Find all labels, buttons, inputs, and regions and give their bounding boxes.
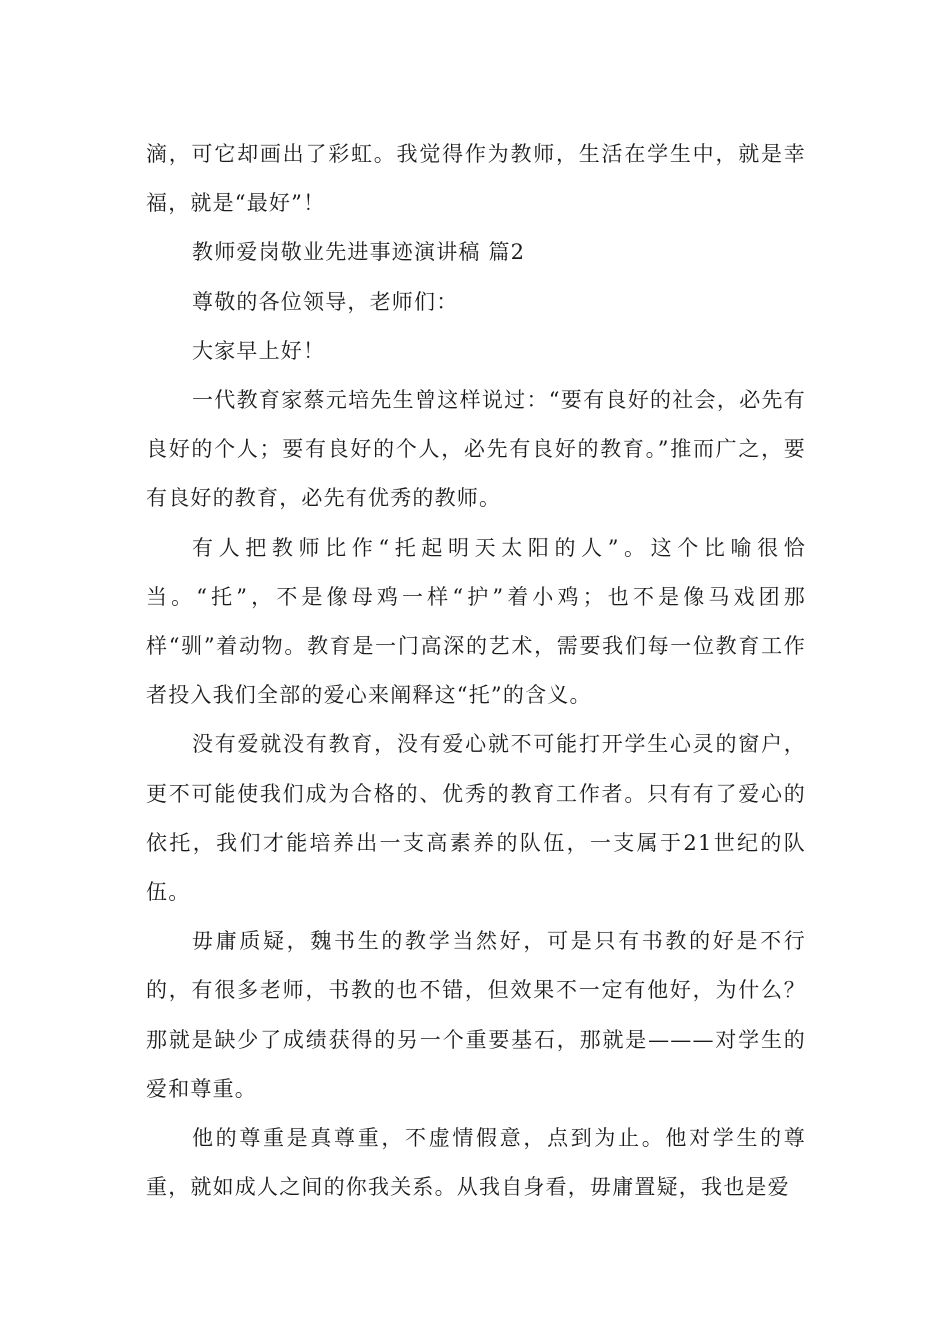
section-heading: 教师爱岗敬业先进事迹演讲稿 篇2 bbox=[192, 240, 526, 265]
greeting: 大家早上好！ bbox=[192, 338, 326, 363]
paragraph: 有人把教师比作“托起明天太阳的人”。这个比喻很恰当。“托”，不是像母鸡一样“护”着小鸡；也不是像马戏团那样“驯”着动物。教育是一门高深的艺术，需要我们每一位教育工作者投入我们全部的爱心来阐释这“托”的含义。 bbox=[146, 535, 806, 708]
salutation: 尊敬的各位领导，老师们： bbox=[192, 289, 459, 314]
document-body bbox=[146, 130, 806, 1212]
paragraph-continuation: 滴，可它却画出了彩虹。我觉得作为教师，生活在学生中，就是幸福，就是“最好”！ bbox=[146, 142, 806, 216]
paragraph: 毋庸质疑，魏书生的教学当然好，可是只有书教的好是不行的，有很多老师，书教的也不错，但效果不一定有他好，为什么？那就是缺少了成绩获得的另一个重要基石，那就是———对学生的爱和尊重。 bbox=[146, 929, 806, 1101]
paragraph: 他的尊重是真尊重，不虚情假意，点到为止。他对学生的尊重，就如成人之间的你我关系。从我自身看，毋庸置疑，我也是爱 bbox=[146, 1126, 806, 1200]
paragraph: 一代教育家蔡元培先生曾这样说过：“要有良好的社会，必先有良好的个人；要有良好的个人，必先有良好的教育。”推而广之，要有良好的教育，必先有优秀的教师。 bbox=[146, 388, 806, 511]
paragraph: 没有爱就没有教育，没有爱心就不可能打开学生心灵的窗户，更不可能使我们成为合格的、优秀的教育工作者。只有有了爱心的依托，我们才能培养出一支高素养的队伍，一支属于21世纪的队伍。 bbox=[146, 732, 806, 905]
